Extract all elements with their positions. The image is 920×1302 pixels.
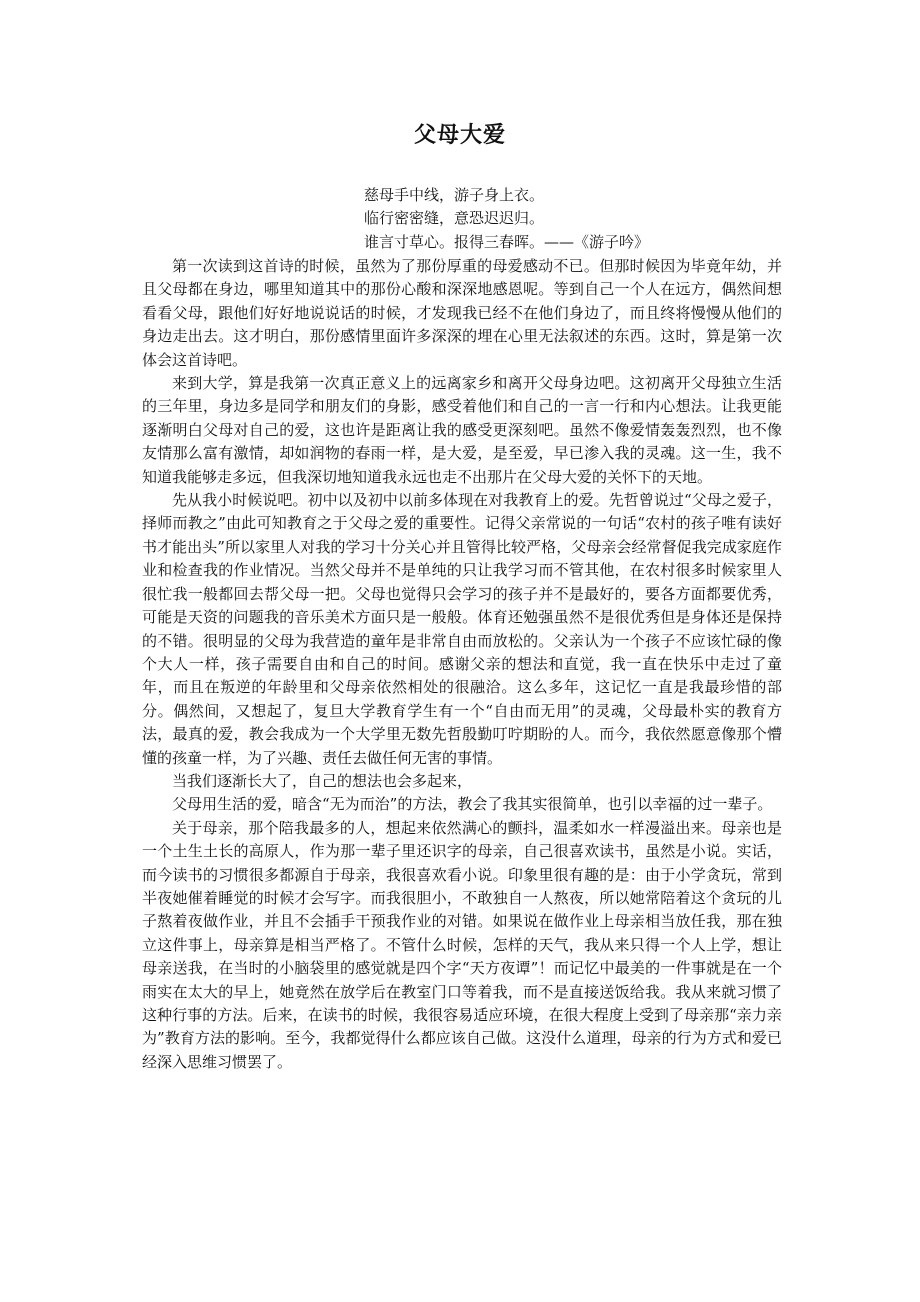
poem-line: 临行密密缝，意恐迟迟归。 [364,209,545,228]
body-text [142,255,782,1074]
paragraph: 来到大学，算是我第一次真正意义上的远离家乡和离开父母身边吧。这初离开父母独立生活的三年里，身边多是同学和朋友们的身影，感受着他们和自己的一言一行和内心想法。让我更能逐渐明白父母对自己的爱，这也许是距离让我的感受更深刻吧。虽然不像爱情轰轰烈烈，也不像友情那么富有激情，却如润物的春雨一样，是大爱，是至爱，早已渗入我的灵魂。这一生，我不知道我能够走多远，但我深切地知道我永远也走不出那片在父母大爱的关怀下的天地。 [142,374,782,486]
poem-line: 谁言寸草心。报得三春晖。——《游子吟》 [364,232,650,251]
paragraph: 关于母亲，那个陪我最多的人，想起来依然满心的颤抖，温柔如水一样漫溢出来。母亲也是一个土生土长的高原人，作为那一辈子里还识字的母亲，自己很喜欢读书，虽然是小说。实话，而今读书的习惯很多都源自于母亲，我很喜欢看小说。印象里很有趣的是：由于小学贪玩，常到半夜她催着睡觉的时候才会写字。而我很胆小，不敢独自一人熬夜，所以她常陪着这个贪玩的儿子熬着夜做作业，并且不会插手干预我作业的对错。如果说在做作业上母亲相当放任我，那在独立这件事上，母亲算是相当严格了。不管什么时候，怎样的天气，我从来只得一个人上学，想让母亲送我，在当时的小脑袋里的感觉就是四个字“天方夜谭”！而记忆中最美的一件事就是在一个雨实在太大的早上，她竟然在放学后在教室门口等着我，而不是直接送饭给我。我从来就习惯了这种行事的方法。后来，在读书的时候，我很容易适应环境，在很大程度上受到了母亲那“亲力亲为”教育方法的影响。至今，我都觉得什么都应该自己做。这没什么道理，母亲的行为方式和爱已经深入思维习惯罢了。 [142,818,782,1071]
poem-line: 慈母手中线，游子身上衣。 [364,186,545,204]
paragraph: 先从我小时候说吧。初中以及初中以前多体现在对我教育上的爱。先哲曾说过“父母之爱子，择师而教之”由此可知教育之于父母之爱的重要性。记得父亲常说的一句话“农村的孩子唯有读好书才能出头”所以家里人对我的学习十分关心并且管得比较严格，父母亲会经常督促我完成家庭作业和检查我的作业情况。当然父母并不是单纯的只让我学习而不管其他，在农村很多时候家里人很忙我一般都回去帮父母一把。父母也觉得只会学习的孩子并不是最好的，要各方面都要优秀，可能是天资的问题我的音乐美术方面只是一般般。体育还勉强虽然不是很优秀但是身体还是保持的不错。很明显的父母为我营造的童年是非常自由而放松的。父亲认为一个孩子不应该忙碌的像个大人一样，孩子需要自由和自己的时间。感谢父亲的想法和直觉，我一直在快乐中走过了童年，而且在叛逆的年龄里和父母亲依然相处的很融洽。这么多年，这记忆一直是我最珍惜的部分。偶然间，又想起了，复旦大学教育学生有一个“自由而无用”的灵魂，父母最朴实的教育方法，最真的爱，教会我成为一个大学里无数先哲殷勤叮咛期盼的人。而今，我依然愿意像那个懵懂的孩童一样，为了兴趣、责任去做任何无害的事情。 [142,491,782,767]
paragraph: 第一次读到这首诗的时候，虽然为了那份厚重的母爱感动不已。但那时候因为毕竟年幼，并且父母都在身边，哪里知道其中的那份心酸和深深地感恩呢。等到自己一个人在远方，偶然间想看看父母，跟他们好好地说说话的时候，才发现我已经不在他们身边了，而且终将慢慢从他们的身边走出去。这才明白，那份感情里面许多深深的埋在心里无法叙述的东西。这时，算是第一次体会这首诗吧。 [142,257,782,369]
document-title: 父母大爱 [413,123,506,148]
paragraph: 父母用生活的爱，暗含“无为而治”的方法，教会了我其实很简单，也引以幸福的过一辈子。 [172,795,773,814]
paragraph: 当我们逐渐长大了，自己的想法也会多起来， [172,771,473,790]
poem-block [364,184,649,254]
